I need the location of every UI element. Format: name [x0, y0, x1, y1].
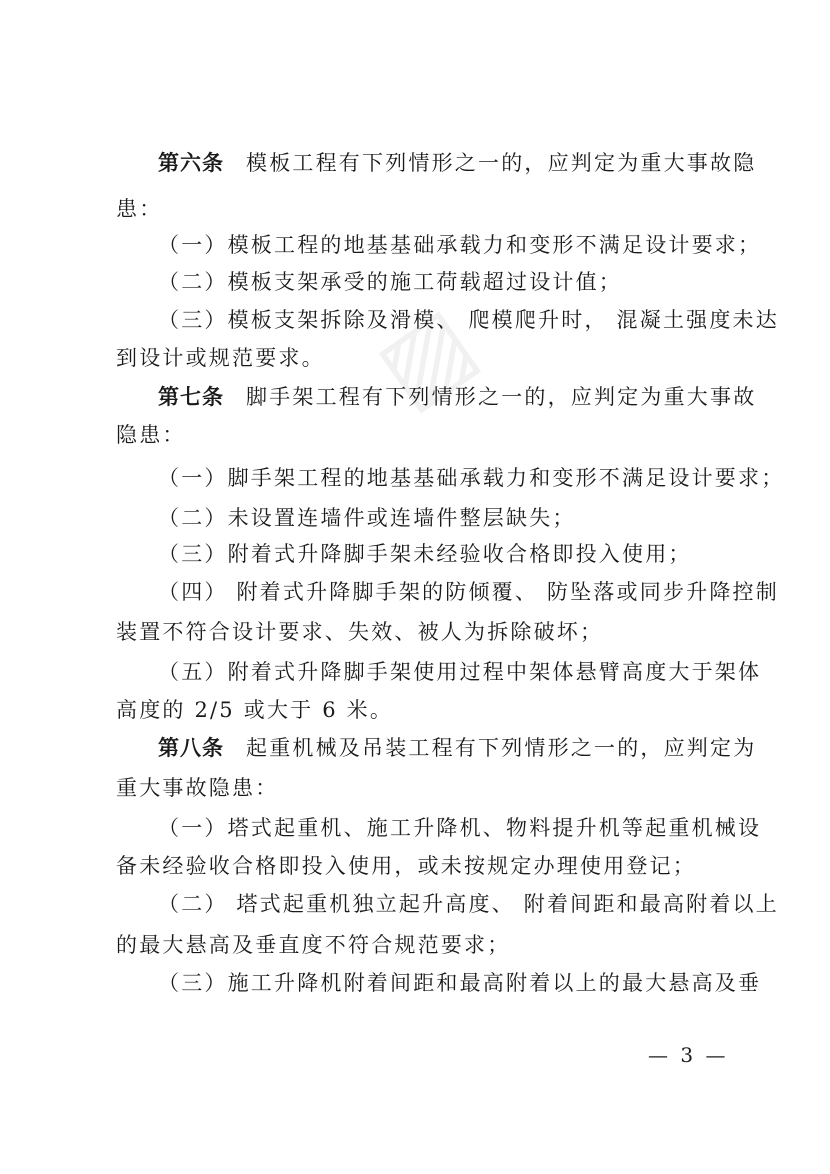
article6-intro — [0, 143, 830, 183]
article6-item3-cont: 到设计或规范要求。 — [116, 346, 325, 370]
article7-intro-text: 脚手架工程有下列情形之一的，应判定为重大事故 — [246, 385, 757, 409]
article7-intro — [0, 377, 830, 417]
article7-item5-cont: 高度的 2/5 或大于 6 米。 — [116, 698, 394, 722]
article6-item3: （三）模板支架拆除及滑模、 爬模爬升时， 混凝土强度未达 — [158, 308, 779, 332]
article8-intro-text: 起重机械及吊装工程有下列情形之一的，应判定为 — [246, 736, 757, 760]
article7-item1: （一）脚手架工程的地基基础承载力和变形不满足设计要求； — [158, 466, 785, 490]
article7-item2: （二）未设置连墙件或连墙件整层缺失； — [158, 506, 576, 530]
article7-item4: （四） 附着式升降脚手架的防倾覆、 防坠落或同步升降控制 — [158, 580, 779, 604]
article6-item1: （一）模板工程的地基基础承载力和变形不满足设计要求； — [158, 233, 762, 257]
article6-head: 第六条 — [158, 151, 224, 175]
article7-item5: （五）附着式升降脚手架使用过程中架体悬臂高度大于架体 — [158, 660, 762, 684]
article6-item2: （二）模板支架承受的施工荷载超过设计值； — [158, 270, 622, 294]
article8-item3: （三）施工升降机附着间距和最高附着以上的最大悬高及垂 — [158, 971, 762, 995]
article8-intro-cont: 重大事故隐患： — [116, 776, 279, 800]
page-number: — 3 — — [648, 1043, 729, 1067]
article8-item1: （一）塔式起重机、施工升降机、物料提升机等起重机械设 — [158, 816, 762, 840]
article8-item2: （二） 塔式起重机独立起升高度、 附着间距和最高附着以上 — [158, 892, 779, 916]
watermark: ▨ — [356, 284, 495, 428]
article8-head: 第八条 — [158, 736, 224, 760]
article6-intro-cont: 患： — [116, 197, 163, 221]
article7-item3: （三）附着式升降脚手架未经验收合格即投入使用； — [158, 542, 692, 566]
article6-intro-text: 模板工程有下列情形之一的，应判定为重大事故隐 — [246, 151, 757, 175]
article8-item2-cont: 的最大悬高及垂直度不符合规范要求； — [116, 933, 511, 957]
article7-head: 第七条 — [158, 385, 224, 409]
article8-item1-cont: 备未经验收合格即投入使用，或未按规定办理使用登记； — [116, 854, 696, 878]
article8-intro — [0, 728, 830, 768]
article7-intro-cont: 隐患： — [116, 423, 186, 447]
article7-item4-cont: 装置不符合设计要求、失效、被人为拆除破坏； — [116, 620, 604, 644]
